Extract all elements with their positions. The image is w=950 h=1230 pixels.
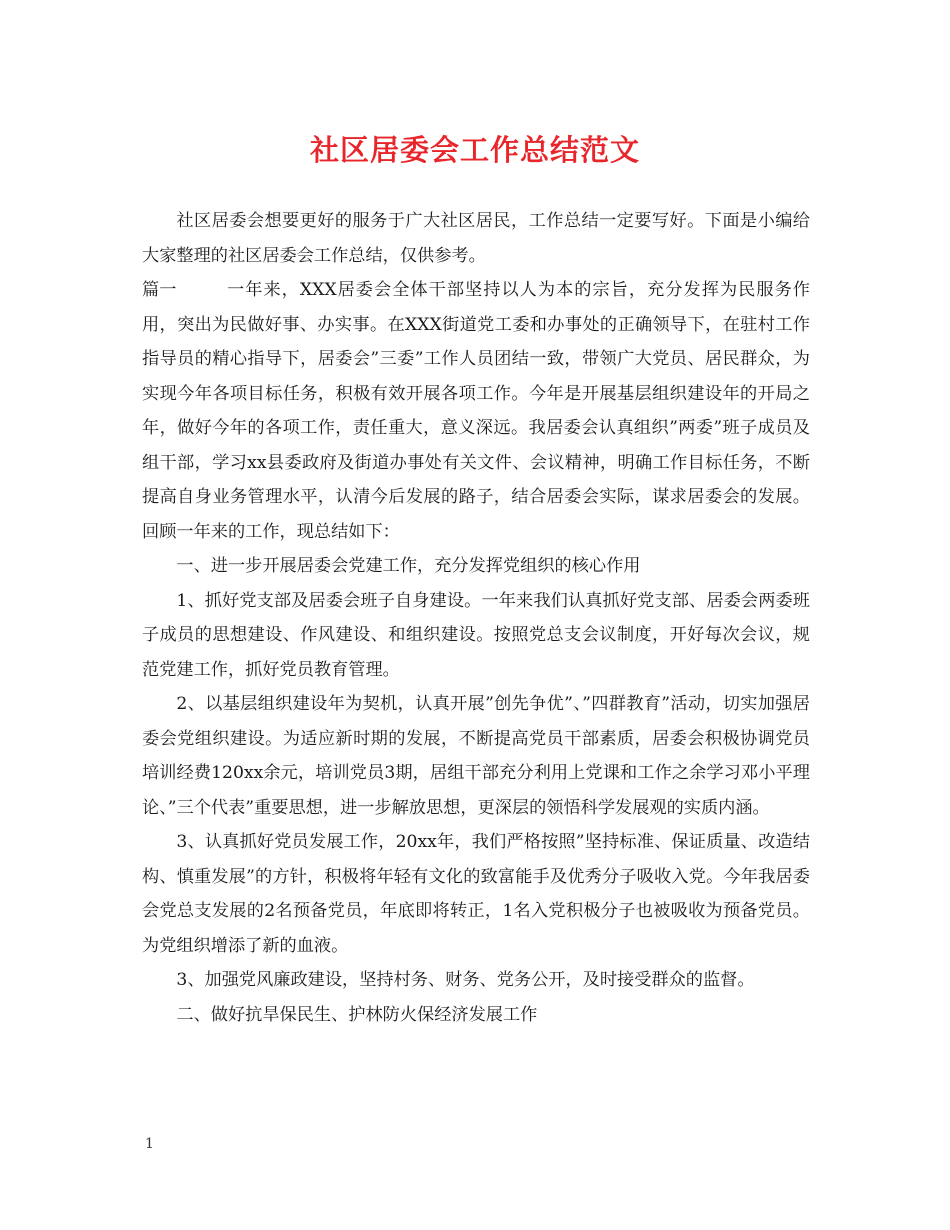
section-one-paragraph: [142, 273, 810, 549]
list-item-paragraph: 3、加强党风廉政建设，坚持村务、财务、党务公开，及时接受群众的监督。: [176, 970, 755, 990]
list-item-paragraph: 1、抓好党支部及居委会班子自身建设。一年来我们认真抓好党支部、居委会两委班子成员的思想建设、作风建设、和组织建设。按照党总支会议制度，开好每次会议，规范党建工作，抓好党员教育管理。: [142, 590, 810, 680]
section-label: 篇一: [142, 280, 177, 300]
page-number: 1: [145, 1136, 154, 1152]
intro-paragraph: 社区居委会想要更好的服务于广大社区居民，工作总结一定要写好。下面是小编给大家整理的社区居委会工作总结，仅供参考。: [142, 211, 810, 266]
heading-party-building: 一、进一步开展居委会党建工作，充分发挥党组织的核心作用: [176, 556, 641, 576]
list-item-paragraph: 3、认真抓好党员发展工作，20xx年，我们严格按照”坚持标准、保证质量、改造结构、慎重发展”的方针，积极将年轻有文化的致富能手及优秀分子吸收入党。今年我居委会党总支发展的2名预备党员，年底即将转正，1名入党积极分子也被吸收为预备党员。为党组织增添了新的血液。: [142, 832, 810, 956]
list-item-paragraph: 2、以基层组织建设年为契机，认真开展”创先争优”、”四群教育”活动，切实加强居委会党组织建设。为适应新时期的发展，不断提高党员干部素质，居委会积极协调党员培训经费120xx余元，培训党员3期，居组干部充分利用上党课和工作之余学习邓小平理论、”三个代表”重要思想，进一步解放思想，更深层的领悟科学发展观的实质内涵。: [142, 694, 810, 818]
heading-drought-fire: 二、做好抗旱保民生、护林防火保经济发展工作: [176, 1004, 538, 1025]
document-title: 社区居委会工作总结范文: [309, 133, 640, 167]
paragraph-text: 一年来，XXX居委会全体干部坚持以人为本的宗旨，充分发挥为民服务作用，突出为民做好事、办实事。在XXX街道党工委和办事处的正确领导下，在驻村工作指导员的精心指导下，居委会”三委”工作人员团结一致，带领广大党员、居民群众，为实现今年各项目标任务，积极有效开展各项工作。今年是开展基层组织建设年的开局之年，做好今年的各项工作，责任重大，意义深远。我居委会认真组织”两委”班子成员及组干部，学习xx县委政府及街道办事处有关文件、会议精神，明确工作目标任务，不断提高自身业务管理水平，认清今后发展的路子，结合居委会实际，谋求居委会的发展。回顾一年来的工作，现总结如下：: [142, 280, 810, 542]
document-body: [142, 204, 810, 1032]
